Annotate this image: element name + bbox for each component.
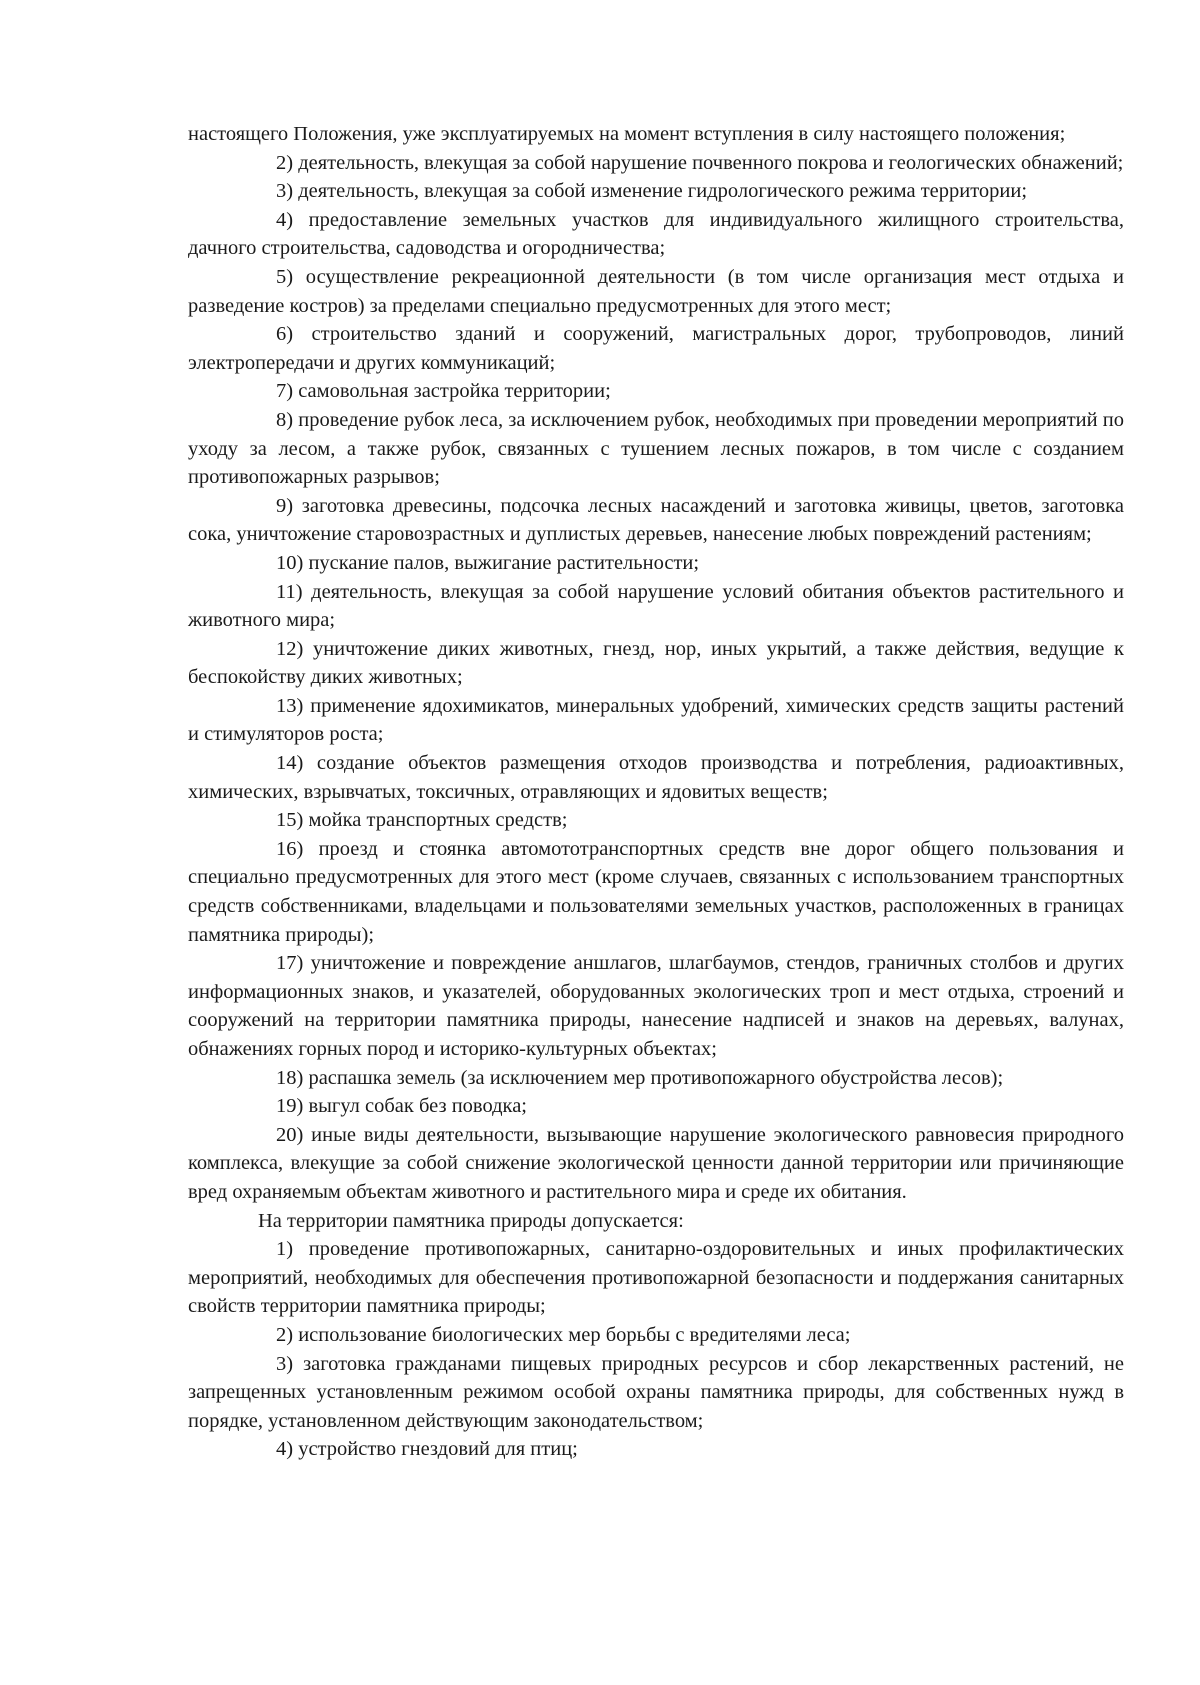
- list-item: 18) распашка земель (за исключением мер противопожарного обустройства лесов);: [276, 1066, 1004, 1089]
- list-item: 19) выгул собак без поводка;: [276, 1095, 528, 1118]
- list-item: 4) предоставление земельных участков для индивидуального жилищного строительства, дачного строительства, садоводства и огородничества;: [188, 208, 1124, 260]
- list-item: 17) уничтожение и повреждение аншлагов, шлагбаумов, стендов, граничных столбов и других информационных знаков, и указателей, оборудованных экологических троп и мест отдыха, строений и сооружений на территории памятника природы, нанесение надписей и знаков на деревьях, валунах, обнажениях горных пород и историко-культурных объектах;: [188, 952, 1124, 1060]
- list-item: 7) самовольная застройка территории;: [276, 380, 611, 403]
- list-item: 6) строительство зданий и сооружений, магистральных дорог, трубопроводов, линий электропередачи и других коммуникаций;: [188, 323, 1124, 374]
- list-item: 3) деятельность, влекущая за собой изменение гидрологического режима территории;: [276, 180, 1028, 203]
- list-item: 5) осуществление рекреационной деятельности (в том числе организация мест отдыха и разведение костров) за пределами специально предусмотренных для этого мест;: [188, 265, 1124, 317]
- list-item: 2) использование биологических мер борьбы с вредителями леса;: [276, 1323, 851, 1346]
- list-item: 20) иные виды деятельности, вызывающие нарушение экологического равновесия природного комплекса, влекущие за собой снижение экологической ценности данной территории или причиняющие вред охраняемым объектам животного и растительного мира и среде их обитания.: [188, 1123, 1124, 1203]
- list-item: 3) заготовка гражданами пищевых природных ресурсов и сбор лекарственных растений, не запрещенных установленным режимом особой охраны памятника природы, для собственных нужд в порядке, установленном действующим законодательством;: [188, 1352, 1124, 1432]
- list-item: 13) применение ядохимикатов, минеральных удобрений, химических средств защиты растений и стимуляторов роста;: [188, 694, 1124, 746]
- list-item: 1) проведение противопожарных, санитарно-оздоровительных и иных профилактических мероприятий, необходимых для обеспечения противопожарной безопасности и поддержания санитарных свойств территории памятника природы;: [188, 1238, 1124, 1318]
- list-item: 15) мойка транспортных средств;: [276, 809, 568, 832]
- list-item: 9) заготовка древесины, подсочка лесных насаждений и заготовка живицы, цветов, заготовка сока, уничтожение старовозрастных и дуплистых деревьев, нанесение любых повреждений растениям;: [188, 494, 1124, 546]
- list-item: 4) устройство гнездовий для птиц;: [276, 1438, 578, 1461]
- document-page: [188, 120, 1124, 1464]
- list-item: 2) деятельность, влекущая за собой нарушение почвенного покрова и геологических обнажений;: [276, 151, 1124, 174]
- list-item: 10) пускание палов, выжигание растительности;: [276, 551, 700, 574]
- list-item: 8) проведение рубок леса, за исключением рубок, необходимых при проведении мероприятий по уходу за лесом, а также рубок, связанных с тушением лесных пожаров, в том числе с созданием противопожарных разрывов;: [188, 408, 1124, 489]
- list-item: 11) деятельность, влекущая за собой нарушение условий обитания объектов растительного и животного мира;: [188, 580, 1124, 632]
- paragraph-continuation: настоящего Положения, уже эксплуатируемых на момент вступления в силу настоящего положения;: [188, 123, 1066, 145]
- list-item: 14) создание объектов размещения отходов производства и потребления, радиоактивных, химических, взрывчатых, токсичных, отравляющих и ядовитых веществ;: [188, 752, 1124, 803]
- section-heading: На территории памятника природы допускается:: [258, 1209, 684, 1232]
- list-item: 12) уничтожение диких животных, гнезд, нор, иных укрытий, а также действия, ведущие к беспокойству диких животных;: [188, 637, 1124, 689]
- list-item: 16) проезд и стоянка автомототранспортных средств вне дорог общего пользования и специально предусмотренных для этого мест (кроме случаев, связанных с использованием транспортных средств собственниками, владельцами и пользователями земельных участков, расположенных в границах памятника природы);: [188, 837, 1124, 946]
